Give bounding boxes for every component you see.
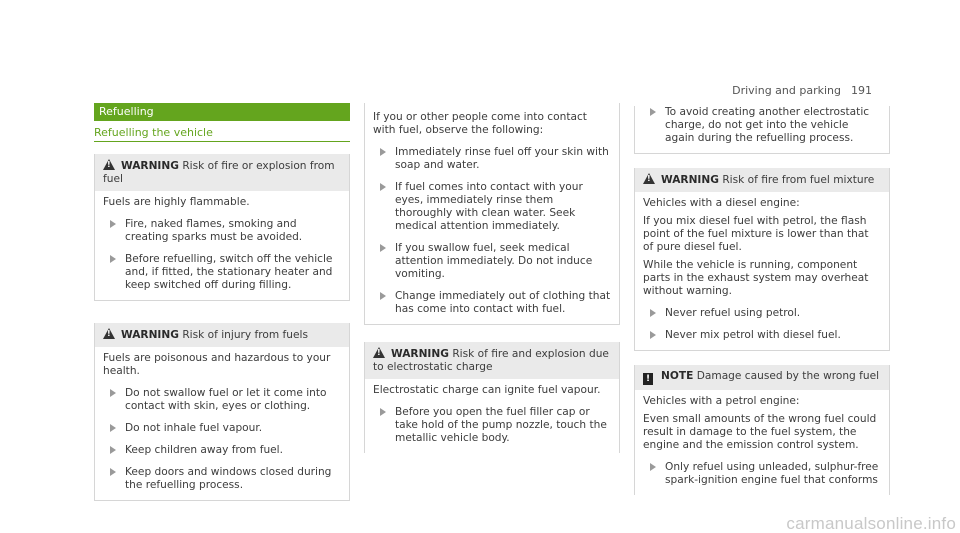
column-3 xyxy=(634,103,890,495)
list-item-text: Immediately rinse fuel off your skin with soap and water. xyxy=(395,146,609,171)
warning-keyword: WARNING xyxy=(121,329,179,341)
warning-title: Risk of injury from fuels xyxy=(182,329,308,341)
bullet-list xyxy=(643,461,881,487)
warning-intro: Electrostatic charge can ignite fuel vapour. xyxy=(373,384,601,396)
list-item xyxy=(103,422,341,435)
list-item xyxy=(103,218,341,244)
warning-keyword: WARNING xyxy=(391,348,449,360)
warning-box-fire-explosion xyxy=(94,154,350,301)
list-item-text: Only refuel using unleaded, sulphur-free spark-ignition engine fuel that conforms xyxy=(665,461,879,486)
warning-intro: Fuels are poisonous and hazardous to your health. xyxy=(103,352,331,377)
list-item xyxy=(643,461,881,487)
page-header xyxy=(732,84,872,97)
list-item-text: Never refuel using petrol. xyxy=(665,307,801,319)
note-body xyxy=(635,390,889,495)
bullet-arrow-icon xyxy=(650,309,656,317)
list-item-text: Do not inhale fuel vapour. xyxy=(125,422,263,434)
list-item-text: Change immediately out of clothing that has come into contact with fuel. xyxy=(395,290,611,315)
section-title: Driving and parking xyxy=(732,84,841,97)
subheading: Refuelling the vehicle xyxy=(94,126,350,142)
bullet-list xyxy=(373,406,611,445)
warning-keyword: WARNING xyxy=(121,160,179,172)
warning-box-electrostatic xyxy=(364,342,620,453)
bullet-arrow-icon xyxy=(110,424,116,432)
warning-body xyxy=(635,192,889,350)
section-bar: Refuelling xyxy=(94,103,350,121)
list-item-text: Fire, naked flames, smoking and creating sparks must be avoided. xyxy=(125,218,303,243)
bullet-arrow-icon xyxy=(650,331,656,339)
bullet-list xyxy=(643,307,881,342)
warning-triangle-icon xyxy=(103,328,115,339)
warning-text: While the vehicle is running, component parts in the exhaust system may overheat without warning. xyxy=(643,259,869,297)
warning-text: Vehicles with a diesel engine: xyxy=(643,197,800,209)
warning-triangle-icon xyxy=(643,173,655,184)
bullet-arrow-icon xyxy=(650,108,656,116)
warning-box-fuel-mixture xyxy=(634,168,890,351)
warning-title: Risk of fire and explosion due to electrostatic charge xyxy=(373,348,609,373)
list-item-text: To avoid creating another electrostatic charge, do not get into the vehicle again during the refuelling process. xyxy=(665,106,870,144)
warning-intro: Fuels are highly flammable. xyxy=(103,196,250,208)
list-item xyxy=(103,387,341,413)
note-header xyxy=(635,365,889,390)
list-item-text: Never mix petrol with diesel fuel. xyxy=(665,329,841,341)
warning-keyword: WARNING xyxy=(661,174,719,186)
list-item xyxy=(373,290,611,316)
bullet-list xyxy=(643,106,881,145)
bullet-arrow-icon xyxy=(110,220,116,228)
list-item-text: If you swallow fuel, seek medical attention immediately. Do not induce vomiting. xyxy=(395,242,593,280)
warning-header xyxy=(95,154,349,191)
bullet-arrow-icon xyxy=(380,408,386,416)
list-item xyxy=(103,444,341,457)
list-item-text: If fuel comes into contact with your eyes, immediately rinse them thoroughly with clean water. Seek medical attention immediately. xyxy=(395,181,583,232)
note-text: Vehicles with a petrol engine: xyxy=(643,395,800,407)
list-item xyxy=(103,253,341,292)
bullet-arrow-icon xyxy=(380,183,386,191)
bullet-arrow-icon xyxy=(110,446,116,454)
warning-body xyxy=(365,379,619,453)
column-1 xyxy=(94,103,350,501)
list-item-text: Before you open the fuel filler cap or take hold of the pump nozzle, touch the metallic vehicle body. xyxy=(395,406,607,444)
bullet-arrow-icon xyxy=(380,148,386,156)
warning-triangle-icon xyxy=(103,159,115,170)
warning-header xyxy=(95,323,349,347)
bullet-arrow-icon xyxy=(110,255,116,263)
warning-header xyxy=(365,342,619,379)
warning-continuation xyxy=(634,106,890,154)
warning-title: Risk of fire or explosion from fuel xyxy=(103,160,335,185)
warning-body xyxy=(95,191,349,300)
bullet-list xyxy=(373,146,611,316)
warning-triangle-icon xyxy=(373,347,385,358)
bullet-arrow-icon xyxy=(650,463,656,471)
list-item-text: Keep children away from fuel. xyxy=(125,444,283,456)
bullet-arrow-icon xyxy=(380,244,386,252)
warning-continuation xyxy=(364,103,620,325)
note-box-wrong-fuel xyxy=(634,365,890,495)
warning-box-injury-fuels xyxy=(94,323,350,501)
warning-header xyxy=(635,168,889,192)
list-item-text: Keep doors and windows closed during the refuelling process. xyxy=(125,466,332,491)
list-item xyxy=(373,242,611,281)
list-item xyxy=(373,406,611,445)
warning-body xyxy=(95,347,349,500)
bullet-list xyxy=(103,218,341,292)
list-item-text: Before refuelling, switch off the vehicle and, if fitted, the stationary heater and keep switched off during filling. xyxy=(125,253,333,291)
watermark: carmanualsonline.info xyxy=(786,514,956,533)
warning-text: If you mix diesel fuel with petrol, the flash point of the fuel mixture is lower than that of pure diesel fuel. xyxy=(643,215,869,253)
bullet-arrow-icon xyxy=(110,468,116,476)
note-keyword: NOTE xyxy=(661,370,694,382)
bullet-arrow-icon xyxy=(110,389,116,397)
column-2 xyxy=(364,103,620,453)
note-text: Even small amounts of the wrong fuel could result in damage to the fuel system, the engine and the emission control system. xyxy=(643,413,877,451)
note-exclamation-icon: ! xyxy=(643,373,653,385)
warning-title: Risk of fire from fuel mixture xyxy=(722,174,875,186)
list-item xyxy=(643,307,881,320)
bullet-arrow-icon xyxy=(380,292,386,300)
list-item-text: Do not swallow fuel or let it come into contact with skin, eyes or clothing. xyxy=(125,387,327,412)
list-item xyxy=(643,106,881,145)
list-item xyxy=(373,146,611,172)
bullet-list xyxy=(103,387,341,492)
page-number: 191 xyxy=(851,84,872,97)
note-title: Damage caused by the wrong fuel xyxy=(696,370,880,382)
list-item xyxy=(643,329,881,342)
list-item xyxy=(103,466,341,492)
list-item xyxy=(373,181,611,233)
continuation-intro: If you or other people come into contact with fuel, observe the following: xyxy=(373,111,587,136)
